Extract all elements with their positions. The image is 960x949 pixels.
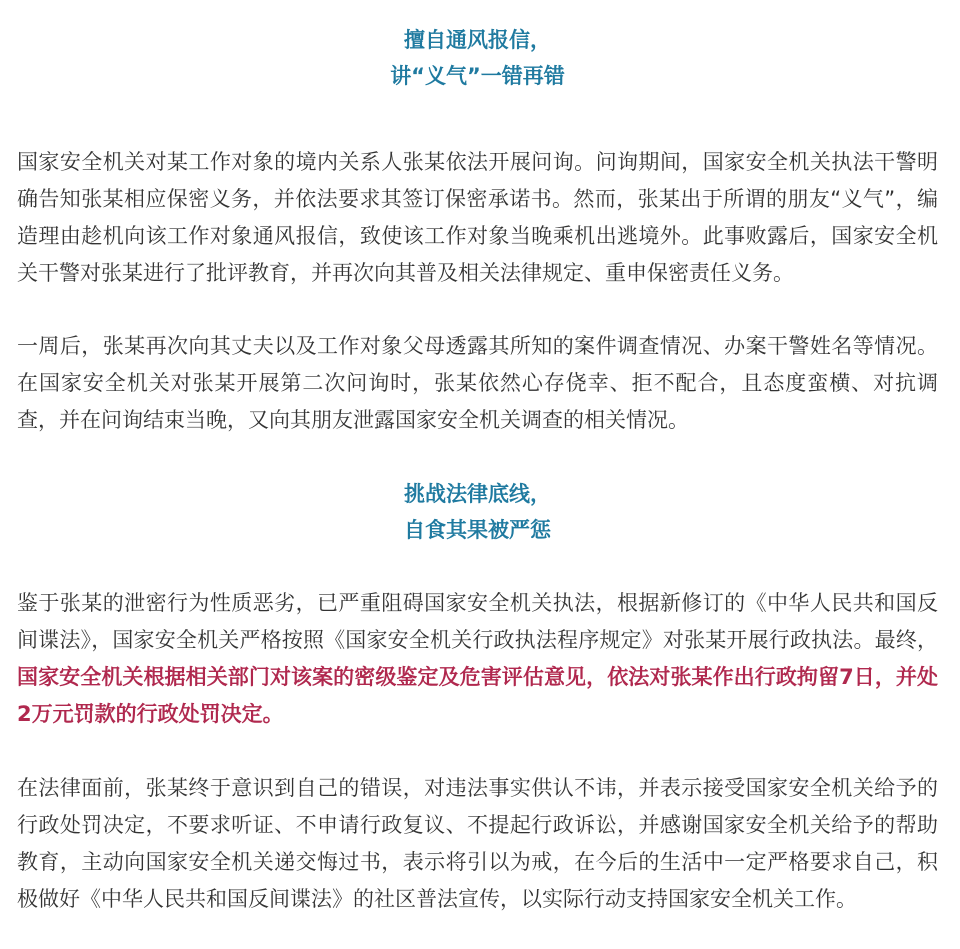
paragraph-3-highlight: 国家安全机关根据相关部门对该案的密级鉴定及危害评估意见，依法对张某作出行政拘留7日，并处2万元罚款的行政处罚决定。 — [17, 665, 938, 726]
section-heading-2-line2: 自食其果被严惩 — [404, 518, 551, 542]
section-heading-1 — [17, 0, 938, 94]
section-heading-2 — [17, 476, 938, 548]
section-heading-1-line1: 擅自通风报信， — [404, 28, 551, 52]
paragraph-2: 一周后，张某再次向其丈夫以及工作对象父母透露其所知的案件调查情况、办案干警姓名等情况。在国家安全机关对张某开展第二次问询时，张某依然心存侥幸、拒不配合，且态度蛮横、对抗调查，并在问询结束当晚，又向其朋友泄露国家安全机关调查的相关情况。 — [17, 334, 938, 432]
paragraph-4: 在法律面前，张某终于意识到自己的错误，对违法事实供认不讳，并表示接受国家安全机关给予的行政处罚决定，不要求听证、不申请行政复议、不提起行政诉讼，并感谢国家安全机关给予的帮助教育，主动向国家安全机关递交悔过书，表示将引以为戒，在今后的生活中一定严格要求自己，积极做好《中华人民共和国反间谍法》的社区普法宣传，以实际行动支持国家安全机关工作。 — [17, 776, 938, 911]
section-heading-1-line2: 讲“义气”一错再错 — [390, 64, 565, 88]
paragraph-3-text: 鉴于张某的泄密行为性质恶劣，已严重阻碍国家安全机关执法，根据新修订的《中华人民共和国反间谍法》，国家安全机关严格按照《国家安全机关行政执法程序规定》对张某开展行政执法。最终， — [17, 591, 938, 652]
section-heading-2-line1: 挑战法律底线， — [404, 482, 551, 506]
paragraph-1: 国家安全机关对某工作对象的境内关系人张某依法开展问询。问询期间，国家安全机关执法干警明确告知张某相应保密义务，并依法要求其签订保密承诺书。然而，张某出于所谓的朋友“义气”，编造理由趁机向该工作对象通风报信，致使该工作对象当晚乘机出逃境外。此事败露后，国家安全机关干警对张某进行了批评教育，并再次向其普及相关法律规定、重申保密责任义务。 — [17, 150, 938, 285]
paragraph-3 — [17, 585, 938, 733]
